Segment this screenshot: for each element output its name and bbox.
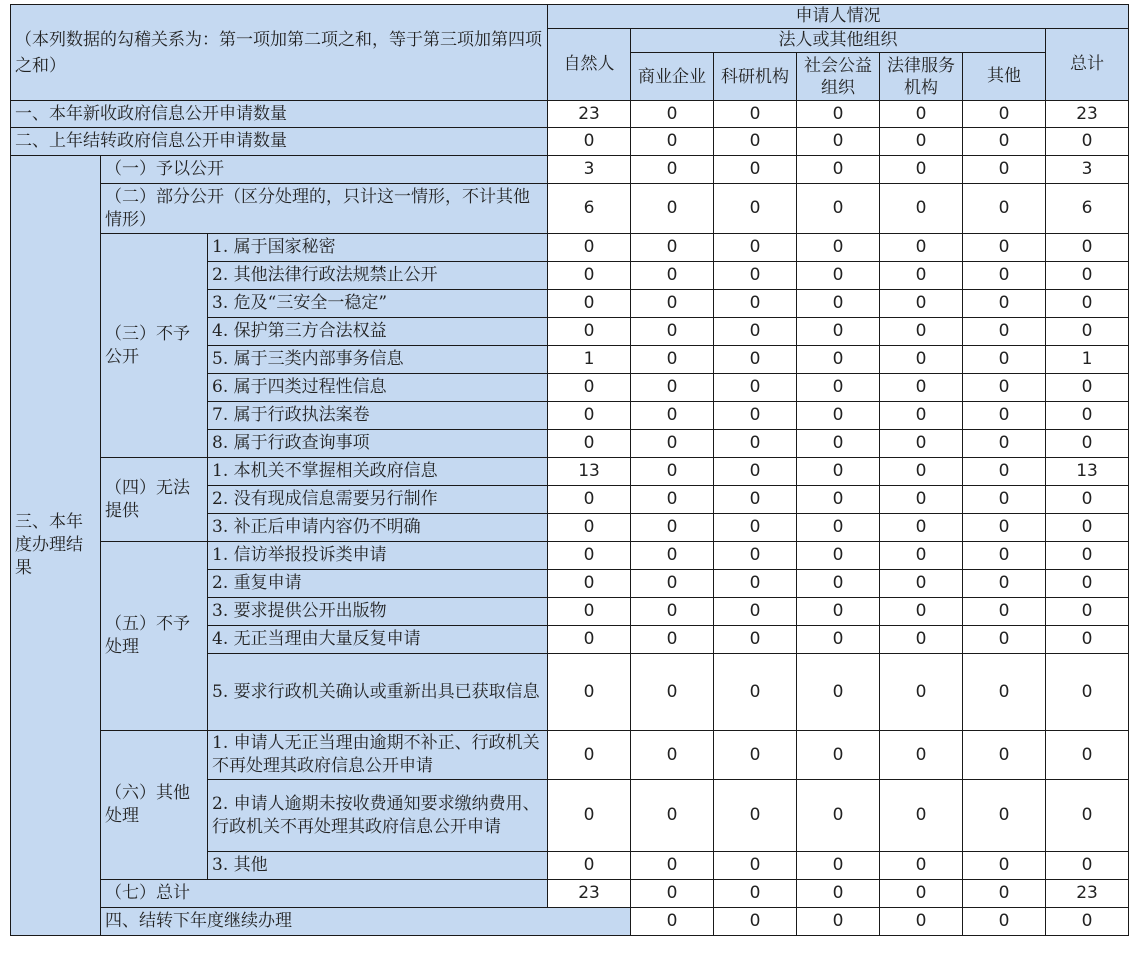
cell-value: 0 (631, 402, 714, 430)
cell-value: 0 (797, 262, 880, 290)
cell-value: 0 (1046, 780, 1129, 852)
group-label: （三）不予公开 (101, 234, 208, 458)
cell-value: 23 (548, 880, 631, 908)
cell-value: 0 (880, 654, 963, 731)
cell-value: 0 (797, 626, 880, 654)
cell-value: 0 (880, 184, 963, 234)
row-label: 2. 没有现成信息需要另行制作 (208, 486, 548, 514)
cell-value: 0 (714, 731, 797, 780)
cell-value: 0 (880, 852, 963, 880)
cell-value: 0 (631, 514, 714, 542)
cell-value: 0 (714, 430, 797, 458)
table-row (11, 128, 1129, 156)
row-label: （一）予以公开 (101, 156, 548, 184)
cell-value: 0 (631, 731, 714, 780)
cell-value: 0 (797, 908, 880, 936)
cell-value: 0 (631, 654, 714, 731)
cell-value: 0 (880, 234, 963, 262)
cell-value: 0 (880, 346, 963, 374)
cell-value: 23 (548, 101, 631, 128)
cell-value: 0 (631, 234, 714, 262)
cell-value: 0 (963, 430, 1046, 458)
cell-value: 0 (880, 318, 963, 346)
cell-value: 0 (880, 780, 963, 852)
cell-value: 0 (714, 156, 797, 184)
header-other: 其他 (963, 53, 1046, 101)
cell-value: 0 (880, 262, 963, 290)
row-label: 3. 危及“三安全一稳定” (208, 290, 548, 318)
row-label: 4. 保护第三方合法权益 (208, 318, 548, 346)
cell-value: 0 (880, 101, 963, 128)
cell-value: 0 (714, 852, 797, 880)
cell-value: 0 (548, 780, 631, 852)
cell-value: 0 (714, 318, 797, 346)
row-label: 2. 申请人逾期未按收费通知要求缴纳费用、行政机关不再处理其政府信息公开申请 (208, 780, 548, 852)
cell-value: 0 (714, 514, 797, 542)
cell-value: 0 (548, 731, 631, 780)
cell-value: 0 (1046, 318, 1129, 346)
cell-value: 0 (548, 542, 631, 570)
cell-value: 0 (631, 486, 714, 514)
cell-value: 0 (797, 570, 880, 598)
cell-value: 0 (963, 514, 1046, 542)
cell-value: 0 (1046, 852, 1129, 880)
group-label: （五）不予处理 (101, 542, 208, 731)
cell-value: 0 (797, 731, 880, 780)
row-label: 1. 本机关不掌握相关政府信息 (208, 458, 548, 486)
row-label: 5. 要求行政机关确认或重新出具已获取信息 (208, 654, 548, 731)
row-label: （七）总计 (101, 880, 548, 908)
cell-value: 0 (714, 542, 797, 570)
cell-value: 1 (1046, 346, 1129, 374)
cell-value: 0 (880, 128, 963, 156)
cell-value: 0 (963, 184, 1046, 234)
cell-value: 0 (963, 731, 1046, 780)
cell-value: 0 (963, 570, 1046, 598)
table-row (11, 731, 1129, 780)
cell-value: 3 (1046, 156, 1129, 184)
cell-value: 0 (714, 101, 797, 128)
cell-value: 0 (880, 626, 963, 654)
cell-value: 0 (548, 486, 631, 514)
row-label: 2. 其他法律行政法规禁止公开 (208, 262, 548, 290)
cell-value: 0 (1046, 654, 1129, 731)
cell-value: 3 (548, 156, 631, 184)
cell-value: 0 (548, 128, 631, 156)
cell-value: 0 (963, 486, 1046, 514)
header-note: （本列数据的勾稽关系为：第一项加第二项之和，等于第三项加第四项之和） (11, 5, 548, 101)
cell-value: 0 (963, 318, 1046, 346)
cell-value: 0 (631, 852, 714, 880)
cell-value: 0 (631, 908, 714, 936)
row-label: 6. 属于四类过程性信息 (208, 374, 548, 402)
row-label: 3. 要求提供公开出版物 (208, 598, 548, 626)
cell-value: 0 (548, 318, 631, 346)
cell-value: 0 (1046, 598, 1129, 626)
row-label: 1. 申请人无正当理由逾期不补正、行政机关不再处理其政府信息公开申请 (208, 731, 548, 780)
cell-value: 0 (631, 262, 714, 290)
cell-value: 0 (880, 598, 963, 626)
cell-value: 0 (631, 570, 714, 598)
header-legal-group: 法人或其他组织 (631, 29, 1046, 53)
cell-value: 0 (714, 128, 797, 156)
table-row (11, 184, 1129, 234)
cell-value: 0 (714, 262, 797, 290)
row-label: （二）部分公开（区分处理的，只计这一情形，不计其他情形） (101, 184, 548, 234)
table-row (11, 156, 1129, 184)
row-label: 1. 信访举报投诉类申请 (208, 542, 548, 570)
table-row (11, 542, 1129, 570)
cell-value: 0 (548, 570, 631, 598)
cell-value: 0 (548, 430, 631, 458)
cell-value: 0 (548, 654, 631, 731)
cell-value: 0 (963, 374, 1046, 402)
row-label: 2. 重复申请 (208, 570, 548, 598)
cell-value: 0 (880, 731, 963, 780)
cell-value: 0 (880, 542, 963, 570)
cell-value: 0 (548, 234, 631, 262)
cell-value: 0 (714, 908, 797, 936)
cell-value: 0 (548, 626, 631, 654)
cell-value: 0 (548, 514, 631, 542)
cell-value: 0 (631, 598, 714, 626)
group-label: （六）其他处理 (101, 731, 208, 880)
cell-value: 1 (548, 346, 631, 374)
row-label: 二、上年结转政府信息公开申请数量 (11, 128, 548, 156)
header-total: 总计 (1046, 29, 1129, 101)
cell-value: 0 (714, 374, 797, 402)
cell-value: 6 (1046, 184, 1129, 234)
header-law: 法律服务机构 (880, 53, 963, 101)
cell-value: 0 (714, 458, 797, 486)
cell-value: 0 (963, 156, 1046, 184)
cell-value: 0 (797, 852, 880, 880)
cell-value: 0 (1046, 262, 1129, 290)
row-label: 4. 无正当理由大量反复申请 (208, 626, 548, 654)
cell-value: 0 (714, 880, 797, 908)
cell-value: 0 (1046, 128, 1129, 156)
cell-value: 0 (963, 626, 1046, 654)
row-label: 一、本年新收政府信息公开申请数量 (11, 101, 548, 128)
cell-value: 0 (963, 458, 1046, 486)
cell-value: 0 (548, 852, 631, 880)
header-social: 社会公益组织 (797, 53, 880, 101)
cell-value: 0 (880, 430, 963, 458)
cell-value: 0 (631, 880, 714, 908)
cell-value: 0 (797, 346, 880, 374)
cell-value: 0 (963, 852, 1046, 880)
row-label: 8. 属于行政查询事项 (208, 430, 548, 458)
table-row (11, 880, 1129, 908)
cell-value: 13 (1046, 458, 1129, 486)
cell-value: 0 (963, 402, 1046, 430)
cell-value: 0 (963, 101, 1046, 128)
cell-value: 0 (797, 128, 880, 156)
row-label: 1. 属于国家秘密 (208, 234, 548, 262)
cell-value: 0 (1046, 234, 1129, 262)
section3-label: 三、本年度办理结果 (11, 156, 101, 936)
cell-value: 0 (631, 101, 714, 128)
cell-value: 0 (631, 780, 714, 852)
cell-value: 0 (631, 318, 714, 346)
cell-value: 0 (548, 402, 631, 430)
cell-value: 0 (1046, 402, 1129, 430)
cell-value: 23 (1046, 101, 1129, 128)
cell-value: 0 (631, 374, 714, 402)
cell-value: 0 (963, 654, 1046, 731)
cell-value: 0 (797, 184, 880, 234)
cell-value: 0 (797, 514, 880, 542)
cell-value: 0 (714, 598, 797, 626)
row-label: 7. 属于行政执法案卷 (208, 402, 548, 430)
cell-value: 0 (880, 402, 963, 430)
cell-value: 0 (963, 542, 1046, 570)
cell-value: 0 (797, 458, 880, 486)
cell-value: 0 (797, 234, 880, 262)
cell-value: 0 (1046, 486, 1129, 514)
cell-value: 0 (714, 780, 797, 852)
table-row (11, 908, 1129, 936)
cell-value: 0 (714, 570, 797, 598)
disclosure-table (10, 4, 1129, 936)
cell-value: 0 (1046, 731, 1129, 780)
cell-value: 0 (631, 346, 714, 374)
cell-value: 0 (963, 908, 1046, 936)
cell-value: 0 (963, 780, 1046, 852)
cell-value: 0 (714, 184, 797, 234)
cell-value: 0 (714, 654, 797, 731)
row-label: 四、结转下年度继续办理 (101, 908, 631, 936)
cell-value: 0 (797, 598, 880, 626)
cell-value: 0 (1046, 626, 1129, 654)
cell-value: 0 (631, 626, 714, 654)
row-label: 5. 属于三类内部事务信息 (208, 346, 548, 374)
row-label: 3. 补正后申请内容仍不明确 (208, 514, 548, 542)
cell-value: 0 (963, 234, 1046, 262)
group-label: （四）无法提供 (101, 458, 208, 542)
cell-value: 23 (1046, 880, 1129, 908)
cell-value: 0 (797, 486, 880, 514)
cell-value: 0 (631, 184, 714, 234)
cell-value: 0 (548, 374, 631, 402)
cell-value: 0 (797, 880, 880, 908)
cell-value: 0 (880, 908, 963, 936)
cell-value: 0 (880, 374, 963, 402)
cell-value: 0 (797, 780, 880, 852)
cell-value: 0 (631, 290, 714, 318)
header-business: 商业企业 (631, 53, 714, 101)
cell-value: 0 (963, 262, 1046, 290)
cell-value: 0 (548, 598, 631, 626)
cell-value: 0 (714, 486, 797, 514)
cell-value: 0 (797, 318, 880, 346)
cell-value: 0 (880, 458, 963, 486)
cell-value: 0 (963, 346, 1046, 374)
cell-value: 0 (1046, 542, 1129, 570)
cell-value: 0 (880, 156, 963, 184)
cell-value: 0 (714, 346, 797, 374)
cell-value: 13 (548, 458, 631, 486)
header-research: 科研机构 (714, 53, 797, 101)
cell-value: 0 (797, 374, 880, 402)
cell-value: 0 (963, 880, 1046, 908)
cell-value: 0 (880, 570, 963, 598)
row-label: 3. 其他 (208, 852, 548, 880)
cell-value: 0 (880, 880, 963, 908)
cell-value: 0 (880, 290, 963, 318)
cell-value: 0 (963, 598, 1046, 626)
cell-value: 0 (963, 290, 1046, 318)
cell-value: 0 (797, 542, 880, 570)
cell-value: 0 (631, 542, 714, 570)
cell-value: 0 (714, 626, 797, 654)
table-row (11, 101, 1129, 128)
table-row (11, 234, 1129, 262)
cell-value: 0 (797, 654, 880, 731)
cell-value: 0 (714, 234, 797, 262)
cell-value: 0 (797, 290, 880, 318)
cell-value: 0 (714, 402, 797, 430)
cell-value: 0 (1046, 430, 1129, 458)
cell-value: 0 (548, 262, 631, 290)
cell-value: 0 (880, 486, 963, 514)
cell-value: 0 (797, 156, 880, 184)
cell-value: 0 (1046, 290, 1129, 318)
cell-value: 0 (548, 290, 631, 318)
cell-value: 0 (797, 430, 880, 458)
header-applicant: 申请人情况 (548, 5, 1129, 29)
cell-value: 0 (880, 514, 963, 542)
table-row (11, 458, 1129, 486)
cell-value: 0 (1046, 514, 1129, 542)
cell-value: 0 (631, 156, 714, 184)
cell-value: 0 (1046, 908, 1129, 936)
cell-value: 0 (631, 128, 714, 156)
cell-value: 0 (797, 101, 880, 128)
cell-value: 0 (963, 128, 1046, 156)
cell-value: 0 (1046, 570, 1129, 598)
cell-value: 0 (631, 458, 714, 486)
cell-value: 0 (1046, 374, 1129, 402)
cell-value: 6 (548, 184, 631, 234)
cell-value: 0 (714, 290, 797, 318)
cell-value: 0 (797, 402, 880, 430)
cell-value: 0 (631, 430, 714, 458)
header-natural: 自然人 (548, 29, 631, 101)
